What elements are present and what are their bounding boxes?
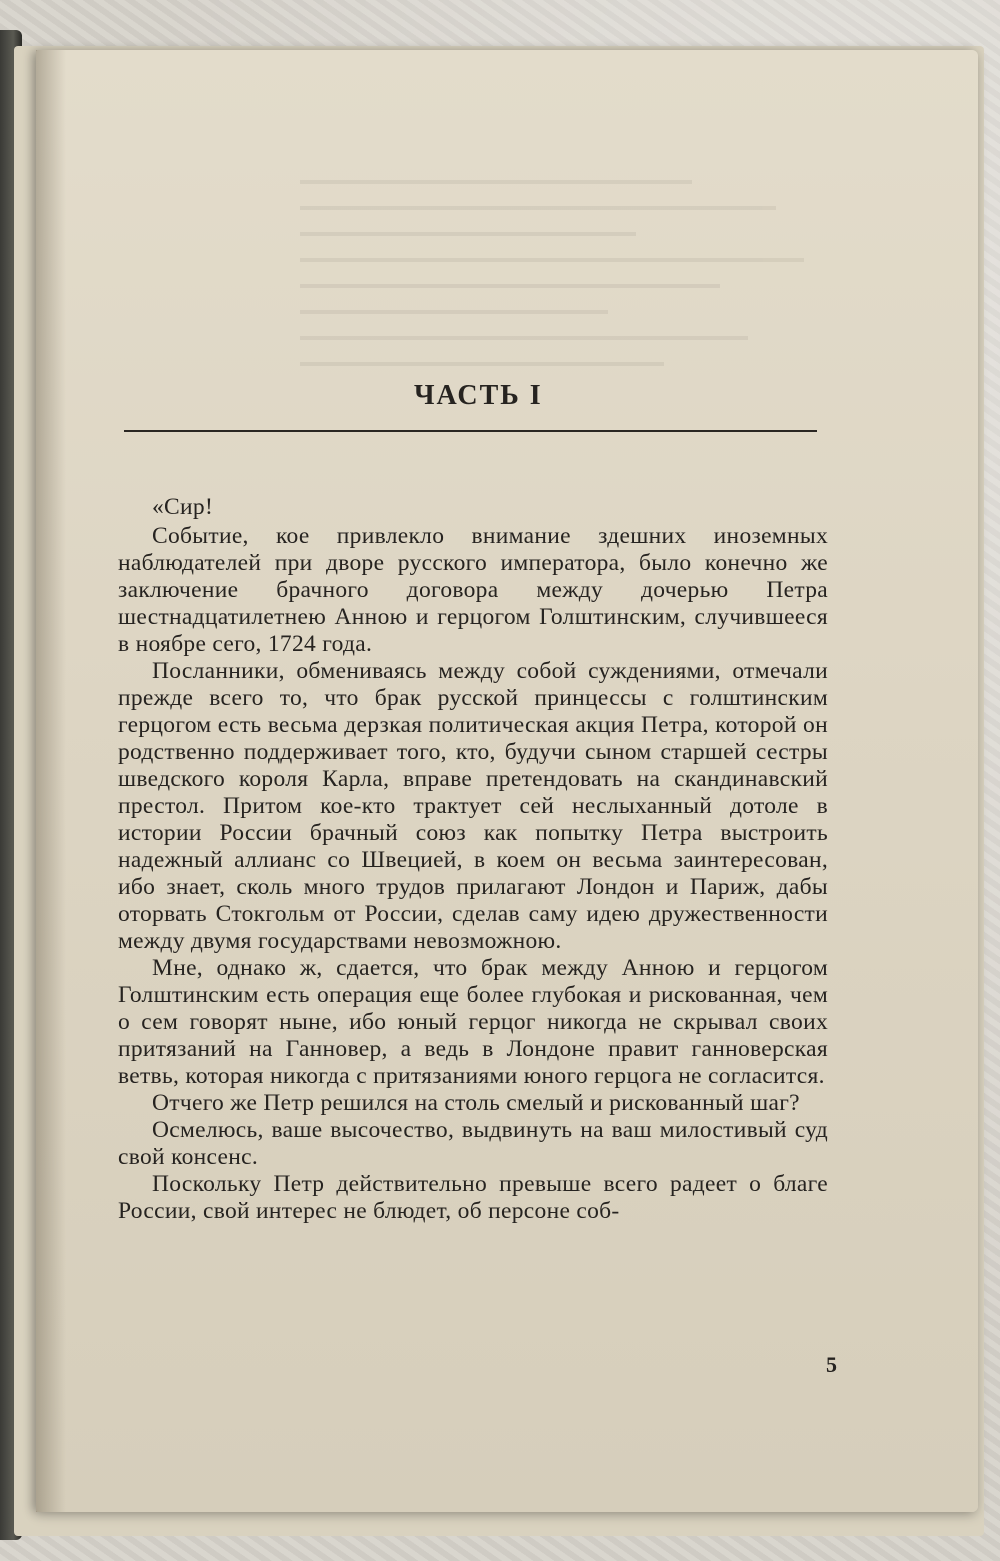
paragraph: Посланники, обмениваясь между собой суждениями, отмечали прежде всего то, что брак русской принцессы с голштинским герцогом есть весьма дерзкая политическая акция Петра, которой он родственно поддерживает того, кто, будучи сыном старшей сестры шведского короля Карла, вправе претендовать на скандинавский престол. Притом кое-кто трактует сей неслыханный дотоле в истории России брачный союз как попытку Петра выстроить надежный аллианс со Швецией, в коем он весьма заинтересован, ибо знает, сколь много трудов прилагают Лондон и Париж, дабы оторвать Стокгольм от России, сделав саму идею дружественности между двумя государствами невозможною. (118, 658, 828, 954)
salutation: «Сир! (152, 494, 214, 520)
part-heading: ЧАСТЬ I (414, 380, 543, 411)
paragraph: Осмелюсь, ваше высочество, выдвинуть на ваш милостивый суд свой консенс. (118, 1117, 828, 1170)
gutter-shadow (36, 50, 66, 1512)
show-through-text (300, 180, 860, 480)
body-text (118, 494, 828, 1225)
paragraph: Событие, кое привлекло внимание здешних иноземных наблюдателей при дворе русского императора, было конечно же заключение брачного договора между дочерью Петра шестнадцатилетнею Анною и герцогом Голштинским, случившееся в ноябре сего, 1724 года. (118, 523, 828, 657)
paragraph: Мне, однако ж, сдается, что брак между Анною и герцогом Голштинским есть операция еще более глубокая и рискованная, чем о сем говорят ныне, ибо юный герцог никогда не скрывал своих притязаний на Ганновер, а ведь в Лондоне правит ганноверская ветвь, которая никогда с притязаниями юного герцога не согласится. (118, 955, 828, 1089)
heading-rule (124, 430, 817, 432)
page-number: 5 (826, 1352, 837, 1377)
paragraph: Отчего же Петр решился на столь смелый и рискованный шаг? (152, 1090, 800, 1116)
paragraph: Поскольку Петр действительно превыше всего радеет о благе России, свой интерес не блюдет, об персоне соб- (118, 1171, 828, 1224)
